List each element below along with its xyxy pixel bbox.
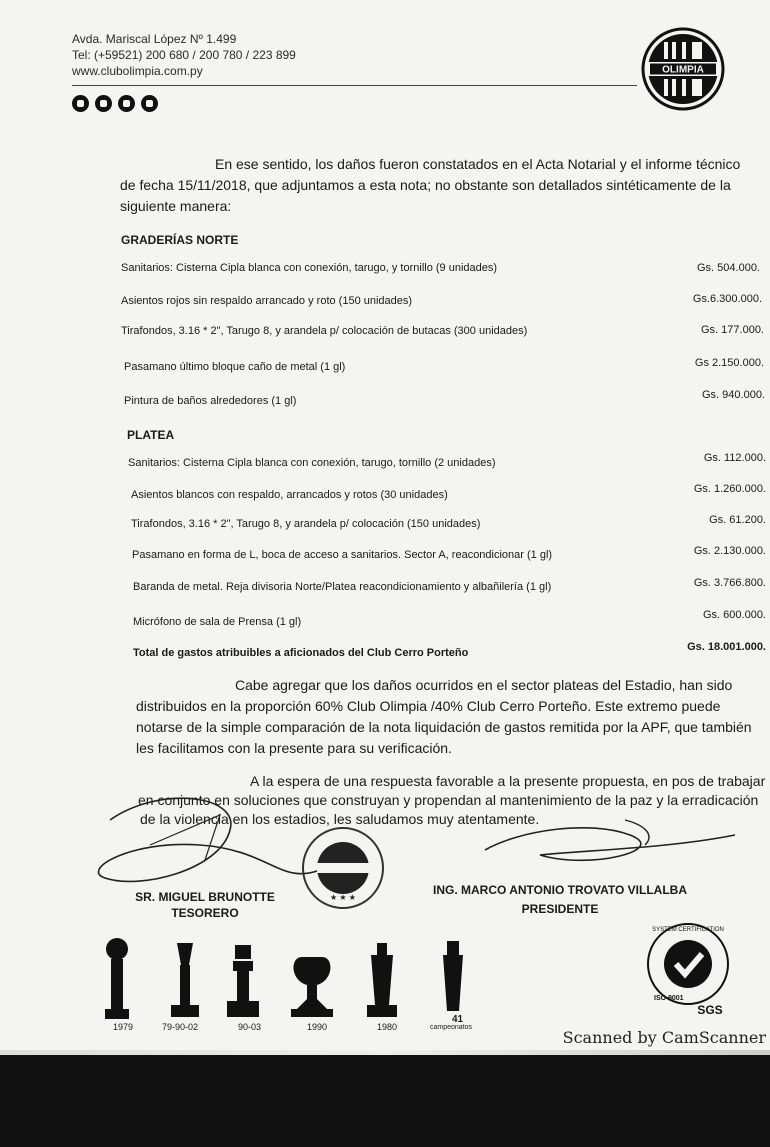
twitter-icon	[95, 95, 112, 112]
logo-text: OLIMPIA	[662, 64, 704, 76]
item-amount: Gs. 112.000.	[703, 452, 766, 464]
header-phone: Tel: (+59521) 200 680 / 200 780 / 223 899	[72, 48, 296, 62]
total-amount: Gs. 18.001.000.	[687, 641, 766, 653]
trophies-row	[95, 935, 475, 1030]
item-amount: Gs. 940.000.	[702, 389, 765, 401]
intro-line-3: siguiente manera:	[120, 198, 232, 214]
youtube-icon	[141, 95, 158, 112]
cert-iso: ISO 9001	[654, 995, 684, 1002]
trophy-year: 79-90-02	[162, 1022, 199, 1032]
svg-text:★ ★ ★: ★ ★ ★	[330, 893, 356, 902]
item-amount: Gs. 600.000.	[703, 609, 766, 621]
item-desc: Sanitarios: Cisterna Cipla blanca con conexión, tarugo, tornillo (2 unidades)	[128, 457, 496, 469]
item-amount: Gs. 2.130.000.	[693, 545, 766, 557]
para3-line-1: A la espera de una respuesta favorable a la presente propuesta, en pos de trabajar	[250, 773, 766, 789]
intro-line-2: de fecha 15/11/2018, que adjuntamos a esta nota; no obstante son detallados sintéticamente de la	[120, 177, 731, 193]
item-desc: Asientos blancos con respaldo, arrancados y rotos (30 unidades)	[131, 489, 448, 501]
para2-line-4: les facilitamos con la presente para su verificación.	[136, 740, 452, 756]
para2-line-2: distribuidos en la proporción 60% Club Olimpia /40% Club Cerro Porteño. Este extremo puede	[136, 698, 721, 714]
para2-line-3: notarse de la simple comparación de la nota liquidación de gastos remitida por la APF, que también	[136, 719, 752, 735]
item-amount: Gs. 1.260.000.	[693, 483, 766, 495]
club-seal-icon	[300, 825, 386, 911]
header-website: www.clubolimpia.com.py	[72, 64, 203, 78]
item-amount: Gs 2.150.000.	[694, 357, 764, 369]
item-desc: Tirafondos, 3.16 * 2", Tarugo 8, y arandela p/ colocación (150 unidades)	[131, 518, 481, 530]
scan-edge	[0, 1050, 770, 1055]
item-desc: Sanitarios: Cisterna Cipla blanca con conexión, tarugo, y tornillo (9 unidades)	[121, 262, 498, 274]
section-title-graderias: GRADERÍAS NORTE	[121, 233, 239, 247]
championships-count: 41	[452, 1014, 464, 1025]
section-title-platea: PLATEA	[127, 428, 175, 442]
total-label: Total de gastos atribuibles a aficionados del Club Cerro Porteño	[133, 647, 469, 659]
para2-line-1: Cabe agregar que los daños ocurridos en el sector plateas del Estadio, han sido	[235, 677, 733, 693]
item-desc: Asientos rojos sin respaldo arrancado y roto (150 unidades)	[121, 295, 413, 307]
trophy-year: 1990	[307, 1022, 328, 1032]
cert-ring-text: SYSTEM CERTIFICATION	[652, 927, 724, 933]
para3-line-3: de la violencia en los estadios, les saludamos muy atentamente.	[140, 811, 540, 827]
trophy-year: 1980	[377, 1022, 398, 1032]
instagram-icon	[118, 95, 135, 112]
item-desc: Tirafondos, 3.16 * 2", Tarugo 8, y arandela p/ colocación de butacas (300 unidades)	[121, 325, 528, 337]
left-signer-role: TESORERO	[171, 906, 239, 920]
left-signer-name: SR. MIGUEL BRUNOTTE	[135, 890, 275, 904]
item-desc: Baranda de metal. Reja divisoria Norte/Platea reacondicionamiento y albañilería (1 gl)	[133, 581, 552, 593]
item-amount: Gs. 61.200.	[709, 514, 766, 526]
item-desc: Pasamano último bloque caño de metal (1 gl)	[124, 361, 346, 373]
item-desc: Pintura de baños alrededores (1 gl)	[124, 395, 297, 407]
facebook-icon	[72, 95, 89, 112]
item-desc: Micrófono de sala de Prensa (1 gl)	[133, 616, 302, 628]
olimpia-logo	[640, 26, 726, 112]
cert-brand: SGS	[697, 1003, 723, 1016]
sgs-certification-icon	[640, 920, 736, 1016]
championships-label: campeonatos	[430, 1024, 473, 1031]
item-amount: Gs. 177.000.	[701, 324, 764, 336]
item-amount: Gs.6.300.000.	[692, 293, 762, 305]
right-signer-role: PRESIDENTE	[521, 902, 599, 916]
header-rule	[72, 85, 637, 86]
header-address: Avda. Mariscal López Nº 1.499	[72, 32, 237, 46]
intro-line-1: En ese sentido, los daños fueron constatados en el Acta Notarial y el informe técnico	[215, 156, 741, 172]
social-icons	[72, 95, 158, 112]
para3-line-2: en conjunto en soluciones que construyan y propendan al mantenimiento de la paz y la erradicación	[138, 792, 759, 808]
item-amount: Gs. 3.766.800.	[693, 577, 766, 589]
trophy-year: 90-03	[238, 1022, 262, 1032]
trophy-year: 1979	[113, 1022, 134, 1032]
right-signer-name: ING. MARCO ANTONIO TROVATO VILLALBA	[433, 883, 687, 897]
camscanner-watermark: Scanned by CamScanner	[562, 1028, 766, 1047]
item-desc: Pasamano en forma de L, boca de acceso a sanitarios. Sector A, reacondicionar (1 gl)	[132, 549, 553, 561]
item-amount: Gs. 504.000.	[697, 262, 760, 274]
